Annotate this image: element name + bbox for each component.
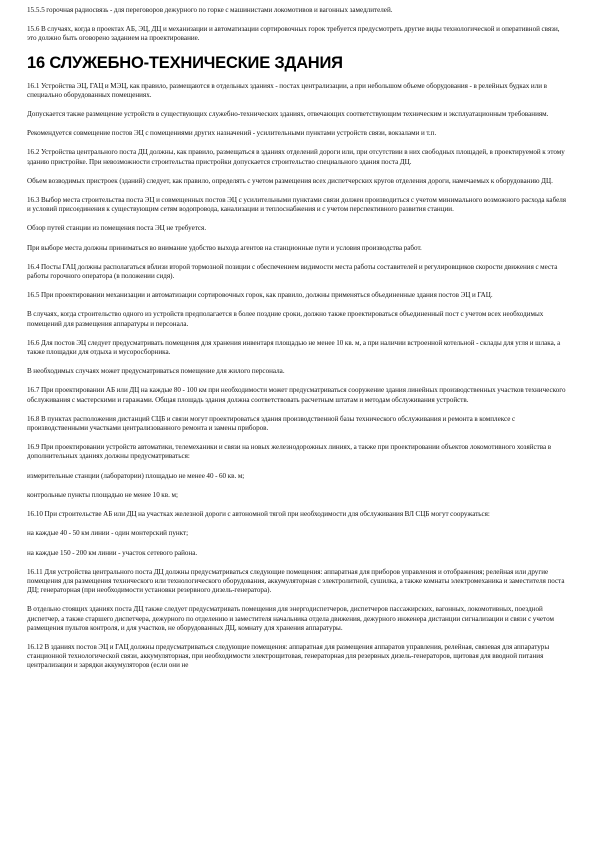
paragraph: 16.10 При строительстве АБ или ДЦ на участках железной дороги с автономной тягой при необходимости для обслуживания ВЛ СЦБ могут сооружаться: [27,510,490,519]
paragraph: Обзор путей станции из помещения поста ЭЦ не требуется. [27,224,207,233]
paragraph: на каждые 40 - 50 км линии - один монтерский пункт; [27,529,189,538]
paragraph: 16.7 При проектировании АБ или ДЦ на каждые 80 - 100 км при необходимости может предусматриваться сооружение здания линейных производственных участков технического обслуживания с мастерскими и гаражами. Общая площадь здания должна соответствовать расчетным штатам и методам обслуживания устройств. [27,386,566,404]
paragraph: 16.2 Устройства центрального поста ДЦ должны, как правило, размещаться в зданиях отделений дороги или, при отсутствии в них свободных площадей, в проектируемой к этому зданию пристройке. При невозможности строительства пристройки допускается строительство специального здания поста ДЦ. [27,148,565,166]
paragraph: В случаях, когда строительство одного из устройств предполагается в более поздние сроки, должно также проектироваться объединенный пост с учетом всех необходимых помещений для размещения аппаратуры и персонала. [27,310,544,328]
paragraph: В необходимых случаях может предусматриваться помещение для жилого персонала. [27,367,285,376]
paragraph-15-5-5: 15.5.5 горочная радиосвязь - для переговоров дежурного по горке с машинистами локомотивов и вагонных замедлителей. [27,6,393,14]
paragraph: 16.4 Посты ГАЦ должны располагаться вблизи второй тормозной позиции с обеспечением видимости места работы составителей и регулировщиков скорости движения с места работы горочного оператора (в положении сидя). [27,262,558,281]
paragraph: При выборе места должны приниматься во внимание удобство выхода агентов на станционные пути и условия производства работ. [27,243,422,252]
paragraph: на каждые 150 - 200 км линии - участок сетевого района. [27,548,198,557]
paragraph-15-6: 15.6 В случаях, когда в проектах АБ, ЭЦ, ДЦ и механизации и автоматизации сортировочных горок требуется предусмотреть другие виды технологической и оперативной связи, это должно быть оговорено заданием на проектирование. [27,25,560,43]
paragraph: 16.1 Устройства ЭЦ, ГАЦ и МЭЦ, как правило, размещаются в отдельных зданиях - постах централизации, а при небольшом объеме оборудования - в релейных будках или в специально оборудованных помещениях. [27,81,547,99]
paragraph: 16.3 Выбор места строительства поста ЭЦ и совмещенных постов ЭЦ с усилительными пунктами связи должен производиться с учетом минимального возможного расхода кабеля и условий присоединения к существующим сетям водопровода, канализации и теплоснабжения и с учетом перспективного развития станции. [27,196,567,214]
paragraph: 16.11 Для устройства центрального поста ДЦ должны предусматриваться следующие помещения: аппаратная для приборов управления и отображения; релейная или другие помещения для размещения технического или технологического оборудования, аккумуляторная с электролитной, сушилка, а также комнаты электромеханика и заместителя поста ДЦ; генераторная (при необходимости установки резервного дизель-генератора). [27,567,565,595]
paragraph: контрольные пункты площадью не менее 10 кв. м; [27,490,178,499]
paragraph: Рекомендуется совмещение постов ЭЦ с помещениями других назначений - усилительными пунктами устройств связи, вокзалами и т.п. [27,129,437,138]
paragraph: В отдельно стоящих зданиях поста ДЦ также следует предусматривать помещения для энергодиспетчеров, диспетчеров пассажирских, вагонных, локомотивных, поездной диспетчер, а также старшего диспетчера, дежурного по отделению и заместителя начальника отдела движения, дежурного инженера дистанции сигнализации и связи с учетом размещения пультов контроля, и для участков, не оборудованных ДЦ, комнату для хранения аппаратуры. [27,605,554,632]
paragraph: измерительные станции (лаборатории) площадью не менее 40 - 60 кв. м; [27,471,245,480]
paragraph: 16.8 В пунктах расположения дистанций СЦБ и связи могут проектироваться здания производственной базы технического обслуживания и ремонта в комплексе с производственными участками централизованного ремонта и замены приборов. [27,414,516,433]
paragraph: 16.6 Для постов ЭЦ следует предусматривать помещения для хранения инвентаря площадью не менее 10 кв. м, а при наличии встроенной котельной - склады для угля и шлака, а также площадки для отдыха и мусоросборника. [27,338,561,357]
paragraph: 16.9 При проектировании устройств автоматики, телемеханики и связи на новых железнодорожных линиях, а также при проектировании объектов локомотивного хозяйства в дополнительных зданиях должны предусматриваться: [27,443,552,461]
paragraph: 16.12 В зданиях постов ЭЦ и ГАЦ должны предусматриваться следующие помещения: аппаратная для размещения аппаратов управления, релейная, связевая для аппаратуры станционной технологической связи, аккумуляторная, при необходимости электрощитовая, генераторная для резервных дизель-генераторов, щитовая для вводной питания централизации и зарядки аккумуляторов (если они не [27,642,550,670]
paragraph: Объем возводимых пристроек (зданий) следует, как правило, определять с учетом размещения всех диспетчерских кругов отделения дороги, намечаемых к оборудованию ДЦ. [27,176,553,185]
section-heading: 16 СЛУЖЕБНО-ТЕХНИЧЕСКИЕ ЗДАНИЯ [27,53,343,72]
paragraph: 16.5 При проектировании механизации и автоматизации сортировочных горок, как правило, должны применяться объединенные здания постов ЭЦ и ГАЦ. [27,291,493,300]
paragraph: Допускается также размещение устройств в существующих служебно-технических зданиях, отвечающих соответствующим техническим и эксплуатационным требованиям. [27,110,549,119]
